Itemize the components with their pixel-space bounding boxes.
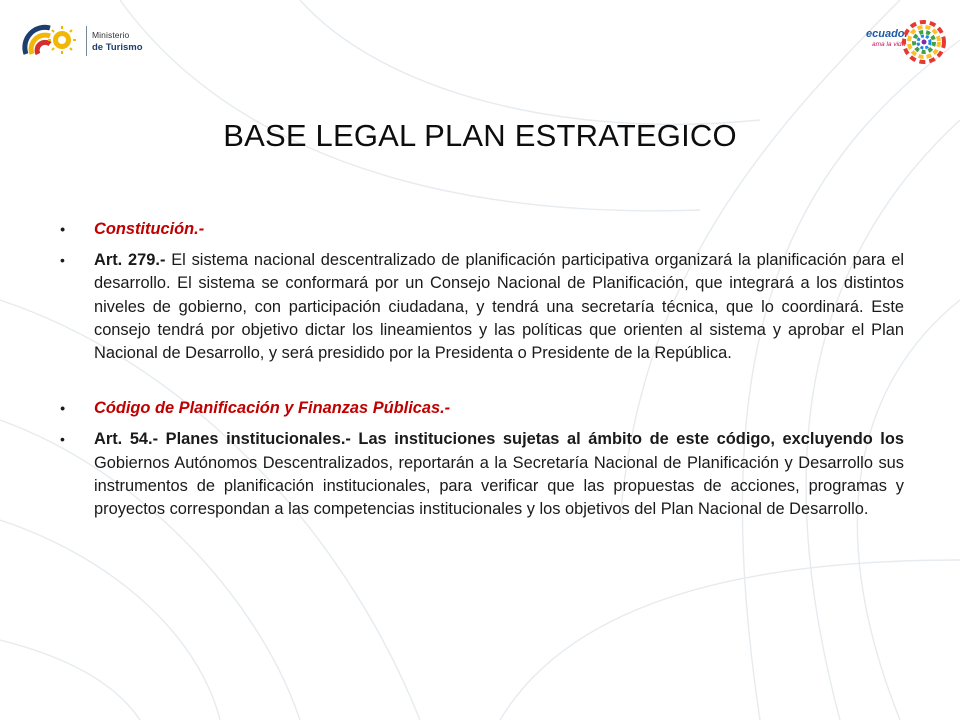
- ministry-name-line1: Ministerio: [92, 30, 130, 40]
- article-lead: Art. 279.-: [94, 251, 166, 270]
- bullet-icon: •: [60, 252, 65, 269]
- ministry-name-line2: de Turismo: [92, 42, 143, 53]
- brand-flower-icon: [900, 14, 946, 70]
- bullet-icon: •: [60, 431, 65, 448]
- ecuador-brand-logo: [866, 14, 946, 70]
- list-item: [60, 218, 904, 241]
- list-item: [60, 249, 904, 365]
- list-item: [60, 397, 904, 420]
- brand-tagline: ama la vida: [872, 41, 906, 48]
- ministry-logo: [20, 18, 170, 62]
- article-text: Gobiernos Autónomos Descentralizados, reportarán a la Secretaría Nacional de Planificación y Desarrollo sus instrumentos de planificación institucionales, para verificar que las propuestas de acciones, programas y proyectos correspondan a las competencias institucionales y los objetivos del Plan Nacional de Desarrollo.: [94, 453, 904, 519]
- brand-word: ecuador: [866, 28, 909, 40]
- list-item: [60, 428, 904, 521]
- article-text: El sistema nacional descentralizado de planificación participativa organizará la planificación para el desarrollo. El sistema se conformará por un Consejo Nacional de Planificación, que integrará a los distintos niveles de gobierno, con participación ciudadana, y tendrá una secretaría técnica, que lo coordinará. Este consejo tendrá por objetivo dictar los lineamientos y las políticas que orienten al sistema y aprobar el Plan Nacional de Desarrollo, y será presidido por la Presidenta o Presidente de la República.: [94, 251, 905, 363]
- ministry-emblem-icon: [20, 18, 82, 62]
- logo-divider: [86, 26, 87, 56]
- section-heading: Constitución.-: [94, 220, 205, 238]
- bullet-icon: •: [60, 400, 65, 417]
- article-lead: Art. 54.- Planes institucionales.- Las instituciones sujetas al ámbito de este código, excluyendo los: [94, 430, 904, 449]
- bullet-icon: •: [60, 221, 65, 237]
- section-heading: Código de Planificación y Finanzas Públicas.-: [94, 399, 451, 418]
- slide-body: [60, 218, 904, 521]
- slide-title: BASE LEGAL PLAN ESTRATEGICO: [223, 118, 737, 153]
